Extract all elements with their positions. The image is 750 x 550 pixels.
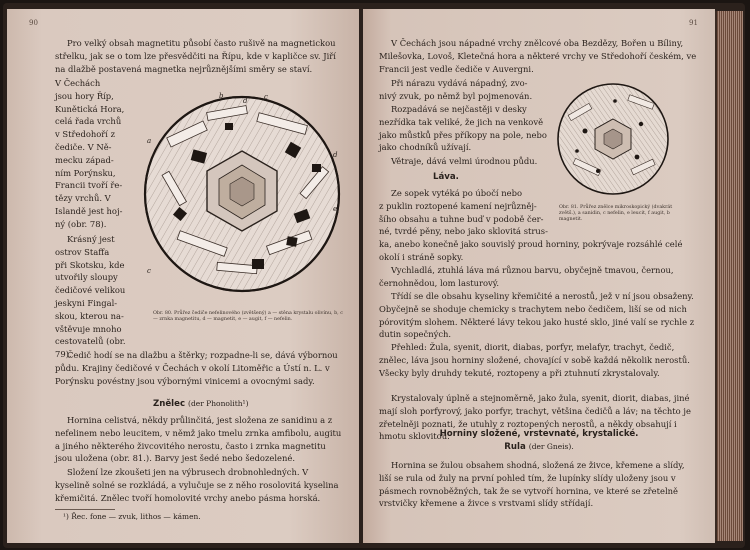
page-edges [715,11,743,541]
figure-label: e [333,205,338,213]
footnote: ¹) Řec. fone — zvuk, lithos — kámen. [63,512,201,521]
figure-label: d [333,151,338,159]
paragraph: Hornina se žulou obsahem shodná, složená ze živce, křemene a slídy, liší se rula od žuly na první pohled tím, že lupínky slídy uloženy jsou v pásmech rovnoběžných, tak že se vytvoří hornina, ve které se zřetelně vrstvičky křemene a živce s vrstvami slídy střídají. [379,460,685,509]
paragraph: Čedič hodí se na dlažbu a štěrky; rozpadne-li se, dává výbornou půdu. Krajiny čedičové v Čechách v okolí Litoměřic a Ústí n. L. v Porýnsku povéstny jsou výbornými vinicemi a ovocnými sady. [55,350,338,386]
paragraph: Hornina celistvá, někdy průlinčitá, jest složena ze sanidinu a z nefelinem nebo leucitem, v němž jako tmelu zrnka amfibolu, augitu a jiného některého živcovitého nerostu, často i zrnka magnetitu jsou uložena (obr. 81.). Barvy jest šedé nebo šedozelené. [55,415,342,464]
paragraph-column: Při nárazu vydává nápadný, zvo- nivý zvuk, po němž byl pojmenován. [379,78,533,101]
open-book [3,3,745,548]
paragraph: Pro velký obsah magnetitu působí často rušivě na magnetickou střelku, jak se o tom lze přesvědčiti na Řípu, kde v kapličce sv. Jiří na dlažbě postavená magnetka nejrůznějšími směry se staví. [55,38,336,74]
figure-label: c [264,93,268,101]
footnote-rule [55,509,115,510]
paragraph-column: Rozpadává se nejčastěji v desky nezřídka tak veliké, že jich na venkově jako můstků přes příkopy na pole, nebo jako chodníků užívají. [379,104,547,153]
figure-caption: Obr. 81. Průřez znělce mikroskopický (dvakrát zvětš.), a sanidin, c nefelin, e leucit, f augit, b magnetit. [559,205,673,222]
paragraph: Složení lze zkoušeti jen na výbrusech drobnohledných. V kyselině solné se rozkládá, a vylučuje se z něho rosolovitá kyselina křemičitá. Znělec tvoří homolovité vrchy anebo pásma horská. [55,467,339,503]
paragraph: ka, anebo konečně jako souvislý proud horniny, pokrývaje rozsáhlé celé okolí i stráně sopky. [379,239,683,262]
paragraph: Přehled: Žula, syenit, diorit, diabas, porfyr, melafyr, trachyt, čedič, znělec, láva jsou horniny složené, chovající v sobě každá několik nerostů. Všecky byly druhdy tekuté, roztopeny a při ztuhnutí zkrystalovaly. [379,342,690,378]
paragraph: V Čechách jsou nápadné vrchy znělcové oba Bezdězy, Bořen u Bíliny, Milešovka, Lovoš, Kletečná hora a některé vrchy ve Středohoří českém, ve Francii jest vedle čediče v Auvergni. [379,38,697,74]
section-heading: Znělec (der Phonolith¹) [153,399,249,409]
page-number: 90 [29,19,38,27]
paragraph-column: Ze sopek vytéká po úbočí nebo z puklin roztopené kamení nejrůzněj- šího obsahu a tuhne buď v podobě čer- né, tvrdé pěny, nebo jako sklovitá strus- [379,188,548,237]
figure-label: c [147,267,151,275]
paragraph: Krystalovaly úplně a stejnoměrně, jako žula, syenit, diorit, diabas, jiné mají sloh porfyrový, jako porfyr, trachyt, většina čedičů a láv; na těchto je zřetelněji poznati, že utuhly z roztopených nerostů, a někdy obsahují i hmotu sklovitou. [379,393,691,442]
section-heading: Láva. [433,172,459,182]
figure-label: b [219,92,224,100]
paragraph-column: Krásný jest ostrov Staffa při Skotsku, kde utvořily sloupy čedičové velikou jeskyni Fingal- skou, kterou na- vštěvuje mnoho cestovatelů (obr. 79). [55,234,126,360]
paragraph: Větraje, dává velmi úrodnou půdu. [391,156,538,166]
paragraph-column: V Čechách jsou hory Říp, Kunětická Hora, celá řada vrchů v Středohoří z čediče. V Ně- mecku západ- ním Porýnsku, Francii tvoří ře- tězy vrchů. V Islandě jest hoj- ný (obr. 78). [55,78,125,229]
page-number: 91 [689,19,698,27]
paragraph: Vychladlá, ztuhlá láva má různou barvu, obyčejně tmavou, černou, černohnědou, lom lasturový. [379,265,674,288]
microscope-section-figure [137,89,347,299]
left-page [7,9,359,543]
right-page [363,9,715,543]
section-heading: Horniny složené, vrstevnaté, krystalické. [439,429,639,439]
paragraph: Třídí se dle obsahu kyseliny křemičité a nerostů, jež v ní jsou obsaženy. Obyčejně se shoduje chemicky s trachytem nebo čedičem, liší se od nich pórovitým slohem. Některé lávy tekou jako husté sklo, jiné valí se rychle z dutin sopečných. [379,291,695,340]
subsection-heading: Rula (der Gneis). [504,442,574,452]
phonolite-section-figure [553,79,673,199]
figure-label: a [147,137,152,145]
figure-label: d [243,97,248,105]
figure-caption: Obr. 80. Průřez čediče nefelinového (zvětšený) a — stěna krystalu olivínu, b, c — zrnka magnetitu, d — magnetit, e — augit, f — nefelin. [153,311,343,322]
